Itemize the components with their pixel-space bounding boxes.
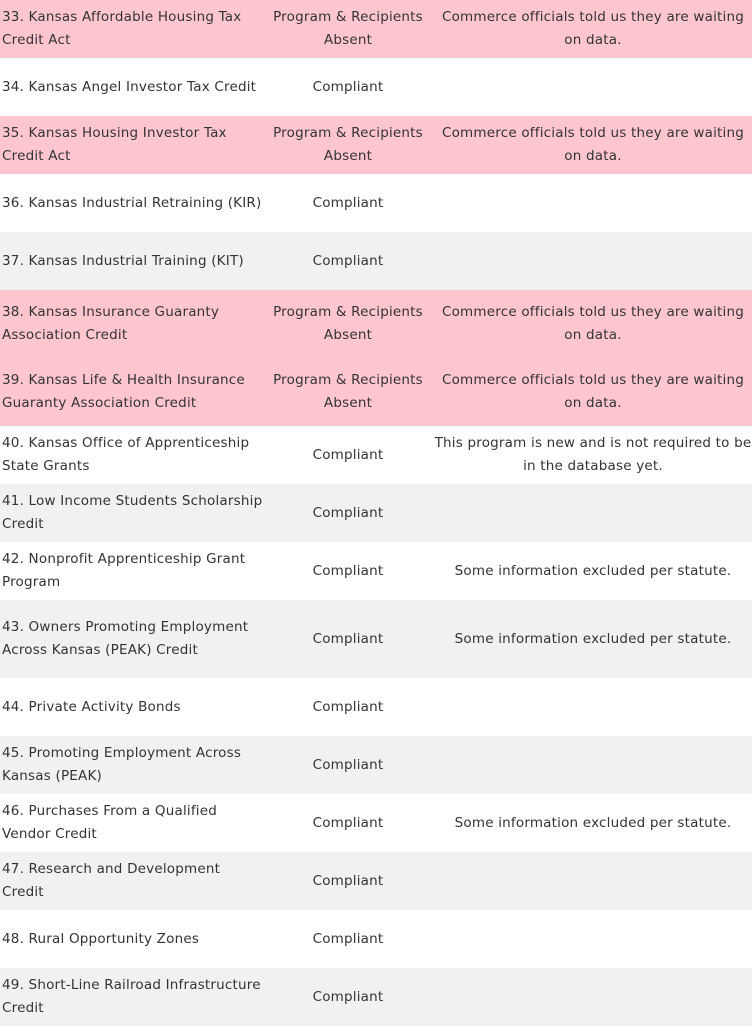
note-cell: [432, 174, 752, 232]
note-cell: Some information excluded per statute.: [432, 542, 752, 600]
status-cell: Compliant: [264, 600, 432, 678]
note-cell: This program is new and is not required to be in the database yet.: [432, 426, 752, 484]
program-name: 46. Purchases From a Qualified Vendor Credit: [0, 794, 264, 852]
table-row: [0, 0, 752, 58]
note-cell: [432, 968, 752, 1026]
note-cell: Commerce officials told us they are waiting on data.: [432, 0, 752, 58]
program-name: 35. Kansas Housing Investor Tax Credit Act: [0, 116, 264, 174]
status-cell: Program & Recipients Absent: [264, 0, 432, 58]
status-cell: Compliant: [264, 232, 432, 290]
note-cell: Commerce officials told us they are waiting on data.: [432, 290, 752, 358]
note-cell: [432, 232, 752, 290]
table-row: [0, 426, 752, 484]
table-row: [0, 678, 752, 736]
note-cell: Some information excluded per statute.: [432, 794, 752, 852]
status-cell: Compliant: [264, 542, 432, 600]
note-cell: [432, 678, 752, 736]
table-row: [0, 910, 752, 968]
program-name: 39. Kansas Life & Health Insurance Guaranty Association Credit: [0, 358, 264, 426]
program-name: 49. Short-Line Railroad Infrastructure Credit: [0, 968, 264, 1026]
status-cell: Program & Recipients Absent: [264, 116, 432, 174]
status-cell: Compliant: [264, 678, 432, 736]
table-row: [0, 542, 752, 600]
note-cell: [432, 484, 752, 542]
program-name: 42. Nonprofit Apprenticeship Grant Program: [0, 542, 264, 600]
status-cell: Compliant: [264, 852, 432, 910]
status-cell: Compliant: [264, 174, 432, 232]
table-row: [0, 116, 752, 174]
program-name: 47. Research and Development Credit: [0, 852, 264, 910]
status-cell: Program & Recipients Absent: [264, 290, 432, 358]
table-row: [0, 484, 752, 542]
table-row: [0, 794, 752, 852]
note-cell: [432, 910, 752, 968]
note-cell: [432, 58, 752, 116]
status-cell: Compliant: [264, 910, 432, 968]
status-cell: Compliant: [264, 968, 432, 1026]
program-name: 36. Kansas Industrial Retraining (KIR): [0, 174, 264, 232]
table-row: [0, 232, 752, 290]
note-cell: [432, 852, 752, 910]
program-name: 34. Kansas Angel Investor Tax Credit: [0, 58, 264, 116]
table-row: [0, 174, 752, 232]
note-cell: Commerce officials told us they are waiting on data.: [432, 358, 752, 426]
program-name: 33. Kansas Affordable Housing Tax Credit Act: [0, 0, 264, 58]
table-row: [0, 290, 752, 358]
note-cell: Commerce officials told us they are waiting on data.: [432, 116, 752, 174]
table-row: [0, 736, 752, 794]
note-cell: [432, 736, 752, 794]
status-cell: Compliant: [264, 794, 432, 852]
table-row: [0, 358, 752, 426]
table-row: [0, 852, 752, 910]
table-row: [0, 600, 752, 678]
program-name: 38. Kansas Insurance Guaranty Association Credit: [0, 290, 264, 358]
status-cell: Program & Recipients Absent: [264, 358, 432, 426]
program-name: 41. Low Income Students Scholarship Credit: [0, 484, 264, 542]
status-cell: Compliant: [264, 58, 432, 116]
note-cell: Some information excluded per statute.: [432, 600, 752, 678]
program-name: 45. Promoting Employment Across Kansas (PEAK): [0, 736, 264, 794]
program-name: 48. Rural Opportunity Zones: [0, 910, 264, 968]
table-row: [0, 968, 752, 1026]
status-cell: Compliant: [264, 484, 432, 542]
program-name: 43. Owners Promoting Employment Across Kansas (PEAK) Credit: [0, 600, 264, 678]
program-name: 37. Kansas Industrial Training (KIT): [0, 232, 264, 290]
table-row: [0, 58, 752, 116]
program-name: 44. Private Activity Bonds: [0, 678, 264, 736]
status-cell: Compliant: [264, 736, 432, 794]
program-name: 40. Kansas Office of Apprenticeship State Grants: [0, 426, 264, 484]
status-cell: Compliant: [264, 426, 432, 484]
